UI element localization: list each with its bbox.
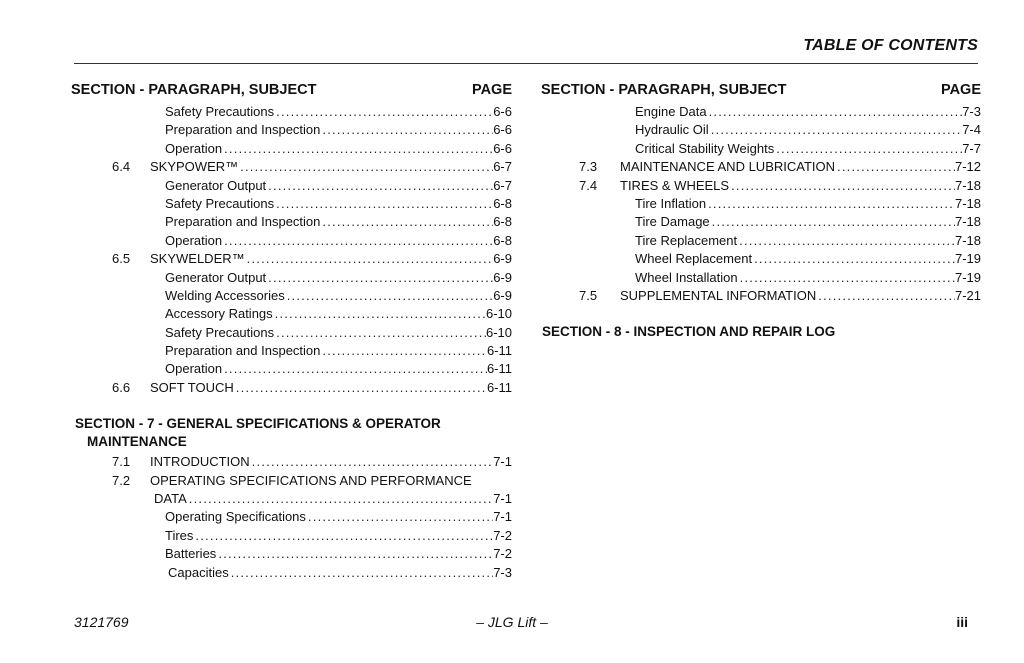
toc-entry-text: Hydraulic Oil xyxy=(635,122,709,138)
toc-entry-page: 7-1 xyxy=(493,509,512,525)
page-header-label: PAGE xyxy=(471,82,512,98)
toc-entry[interactable] xyxy=(70,233,512,251)
toc-entry-page: 6-11 xyxy=(486,361,512,377)
toc-entry-number: 6.5 xyxy=(112,251,131,267)
toc-entry-text: SKYWELDER™ xyxy=(150,251,245,267)
toc-entry-page: 6-9 xyxy=(493,251,512,267)
toc-entry-page: 7-1 xyxy=(493,454,512,470)
toc-entry-page: 6-8 xyxy=(493,232,512,248)
toc-entry-page: 7-19 xyxy=(954,269,981,285)
toc-entry[interactable] xyxy=(70,325,512,343)
dot-leader xyxy=(229,565,494,580)
dot-leader xyxy=(320,122,493,137)
toc-entry-text: Tire Replacement xyxy=(635,232,738,248)
toc-entry-text: Operating Specifications xyxy=(165,509,306,525)
dot-leader xyxy=(274,196,493,211)
dot-leader xyxy=(709,122,963,137)
dot-leader xyxy=(774,141,962,156)
section-7-title[interactable] xyxy=(75,416,512,449)
toc-entry-text: Tire Damage xyxy=(635,214,710,230)
toc-entry-page: 6-7 xyxy=(493,177,512,193)
page-title: TABLE OF CONTENTS xyxy=(803,37,978,54)
toc-entry-number: 7.2 xyxy=(112,472,131,488)
toc-entry[interactable] xyxy=(540,214,981,232)
toc-entry-text: Wheel Replacement xyxy=(635,251,753,267)
dot-leader xyxy=(306,509,493,524)
toc-entry-page: 7-12 xyxy=(954,159,981,175)
toc-entry[interactable] xyxy=(70,159,512,177)
toc-entry-text: Preparation and Inspection xyxy=(165,343,321,359)
dot-leader xyxy=(710,214,955,229)
toc-entry[interactable] xyxy=(70,361,512,379)
toc-entry-text: Operation xyxy=(165,140,223,156)
toc-entry[interactable] xyxy=(70,214,512,232)
toc-entry-page: 6-11 xyxy=(486,379,512,395)
dot-leader xyxy=(320,343,487,358)
toc-entry-text: MAINTENANCE AND LUBRICATION xyxy=(620,159,836,175)
dot-leader xyxy=(707,104,963,119)
subject-header: SECTION - PARAGRAPH, SUBJECT xyxy=(71,82,317,98)
page-header-label: PAGE xyxy=(940,82,981,98)
toc-entry-number: 7.3 xyxy=(579,159,598,175)
toc-entry-page: 6-8 xyxy=(493,195,512,211)
dot-leader xyxy=(274,325,486,340)
subject-header: SECTION - PARAGRAPH, SUBJECT xyxy=(541,82,787,98)
toc-entry-text: INTRODUCTION xyxy=(150,454,250,470)
toc-entry-page: 6-11 xyxy=(486,343,512,359)
toc-entry-page: 7-2 xyxy=(493,546,512,562)
toc-column-right xyxy=(540,82,981,339)
toc-entry-page: 7-18 xyxy=(954,232,981,248)
dot-leader xyxy=(285,288,493,303)
toc-entry-text: Generator Output xyxy=(165,177,267,193)
dot-leader xyxy=(216,546,493,561)
toc-entry-page: 6-9 xyxy=(493,287,512,303)
toc-entry[interactable] xyxy=(70,251,512,269)
toc-entry[interactable] xyxy=(540,104,981,122)
toc-entry-text: Generator Output xyxy=(165,269,267,285)
dot-leader xyxy=(835,159,955,174)
toc-entry-text: Capacities xyxy=(168,564,229,580)
toc-entry-number: 7.4 xyxy=(579,177,598,193)
dot-leader xyxy=(193,528,493,543)
toc-entry[interactable] xyxy=(70,546,512,564)
toc-entry[interactable] xyxy=(540,270,981,288)
toc-entry[interactable] xyxy=(70,122,512,140)
dot-leader xyxy=(187,491,493,506)
toc-entry[interactable] xyxy=(540,141,981,159)
toc-entry[interactable] xyxy=(70,528,512,546)
toc-entry[interactable] xyxy=(540,159,981,177)
toc-entry[interactable] xyxy=(70,473,512,491)
toc-entry[interactable] xyxy=(70,491,512,509)
section-8-title[interactable]: SECTION - 8 - INSPECTION AND REPAIR LOG xyxy=(542,324,836,340)
column-header xyxy=(540,82,981,104)
dot-leader xyxy=(238,159,493,174)
toc-entry-text: Safety Precautions xyxy=(165,104,275,119)
toc-entry[interactable] xyxy=(70,380,512,398)
dot-leader xyxy=(738,270,955,285)
toc-entry-page: 7-19 xyxy=(954,251,981,267)
toc-entry-page: 6-6 xyxy=(493,122,512,138)
toc-entry-text: Operation xyxy=(165,361,223,377)
toc-entry-text: Tire Inflation xyxy=(635,195,707,211)
toc-entry[interactable] xyxy=(70,141,512,159)
toc-entry-page: 7-2 xyxy=(493,527,512,543)
dot-leader xyxy=(250,454,494,469)
toc-entry-page: 7-3 xyxy=(493,564,512,580)
toc-entry[interactable] xyxy=(70,454,512,472)
toc-entry[interactable] xyxy=(540,251,981,269)
toc-entry-text: DATA xyxy=(154,491,187,507)
toc-entry[interactable] xyxy=(70,343,512,361)
footer-doc-number: 3121769 xyxy=(74,614,129,630)
toc-entry-page: 7-3 xyxy=(962,104,981,119)
toc-entry-number: 6.6 xyxy=(112,379,131,395)
toc-entry-number: 7.1 xyxy=(112,454,131,470)
toc-entry[interactable] xyxy=(70,509,512,527)
toc-column-left xyxy=(70,82,512,583)
dot-leader xyxy=(706,196,955,211)
toc-entry-text: Tires xyxy=(165,527,194,543)
toc-entry-text: SKYPOWER™ xyxy=(150,159,239,175)
dot-leader xyxy=(752,251,955,266)
toc-entry-number: 7.5 xyxy=(579,287,598,303)
toc-entry-text: Welding Accessories xyxy=(165,287,285,303)
toc-entry-page: 7-4 xyxy=(962,122,981,138)
toc-entry-page: 6-10 xyxy=(485,324,512,340)
toc-entry-page: 6-6 xyxy=(493,104,512,119)
page-header xyxy=(74,37,978,64)
toc-entry[interactable] xyxy=(70,104,512,122)
column-header xyxy=(70,82,512,104)
dot-leader xyxy=(245,251,494,266)
toc-entry-text: Engine Data xyxy=(635,104,707,119)
dot-leader xyxy=(222,141,493,156)
toc-entry[interactable] xyxy=(540,122,981,140)
footer-center: – JLG Lift – xyxy=(476,614,548,630)
toc-entry-page: 7-18 xyxy=(954,195,981,211)
toc-entry[interactable] xyxy=(540,196,981,214)
toc-entry[interactable] xyxy=(70,196,512,214)
toc-entry-text: SOFT TOUCH xyxy=(150,379,234,395)
toc-entry-text: Wheel Installation xyxy=(635,269,738,285)
section-7-title-line2: MAINTENANCE xyxy=(87,434,187,450)
dot-leader xyxy=(816,288,955,303)
toc-entry-page: 7-18 xyxy=(954,177,981,193)
toc-entry-page: 6-10 xyxy=(485,306,512,322)
toc-entry[interactable] xyxy=(70,288,512,306)
toc-entry-page: 7-21 xyxy=(954,287,981,303)
toc-entry[interactable] xyxy=(540,178,981,196)
dot-leader xyxy=(273,306,486,321)
dot-leader xyxy=(274,104,493,119)
toc-entry-page: 6-8 xyxy=(493,214,512,230)
toc-entry-number: 6.4 xyxy=(112,159,131,175)
toc-entry-text: Critical Stability Weights xyxy=(635,140,775,156)
toc-entries xyxy=(540,104,981,306)
toc-entry-text: Preparation and Inspection xyxy=(165,122,321,138)
toc-entries xyxy=(70,104,512,398)
section-7-title-line1: SECTION - 7 - GENERAL SPECIFICATIONS & OPERATOR xyxy=(75,416,441,432)
dot-leader xyxy=(320,214,493,229)
toc-entry-page: 7-1 xyxy=(493,491,512,507)
toc-entry[interactable] xyxy=(70,178,512,196)
toc-entry-text: Batteries xyxy=(165,546,217,562)
toc-entries xyxy=(70,454,512,583)
footer-page-number: iii xyxy=(956,614,968,630)
toc-entry[interactable] xyxy=(540,233,981,251)
toc-entry-text: TIRES & WHEELS xyxy=(620,177,730,193)
toc-entry-text: Operation xyxy=(165,232,223,248)
toc-entry-page: 7-7 xyxy=(962,140,981,156)
toc-entry-text: Safety Precautions xyxy=(165,195,275,211)
toc-entry-page: 6-9 xyxy=(493,269,512,285)
dot-leader xyxy=(737,233,955,248)
toc-entry-page: 6-7 xyxy=(493,159,512,175)
toc-entry-page: 6-6 xyxy=(493,140,512,156)
dot-leader xyxy=(266,270,493,285)
toc-entry[interactable] xyxy=(70,565,512,583)
toc-entry-text: OPERATING SPECIFICATIONS AND PERFORMANCE xyxy=(150,472,472,488)
dot-leader xyxy=(222,361,487,376)
toc-entry-page: 7-18 xyxy=(954,214,981,230)
toc-entry[interactable] xyxy=(70,306,512,324)
toc-entry-text: SUPPLEMENTAL INFORMATION xyxy=(620,287,817,303)
dot-leader xyxy=(266,178,493,193)
toc-entry[interactable] xyxy=(70,270,512,288)
dot-leader xyxy=(234,380,487,395)
toc-entry-text: Preparation and Inspection xyxy=(165,214,321,230)
dot-leader xyxy=(222,233,493,248)
toc-entry-text: Safety Precautions xyxy=(165,324,275,340)
dot-leader xyxy=(729,178,955,193)
toc-entry[interactable] xyxy=(540,288,981,306)
toc-entry-text: Accessory Ratings xyxy=(165,306,273,322)
